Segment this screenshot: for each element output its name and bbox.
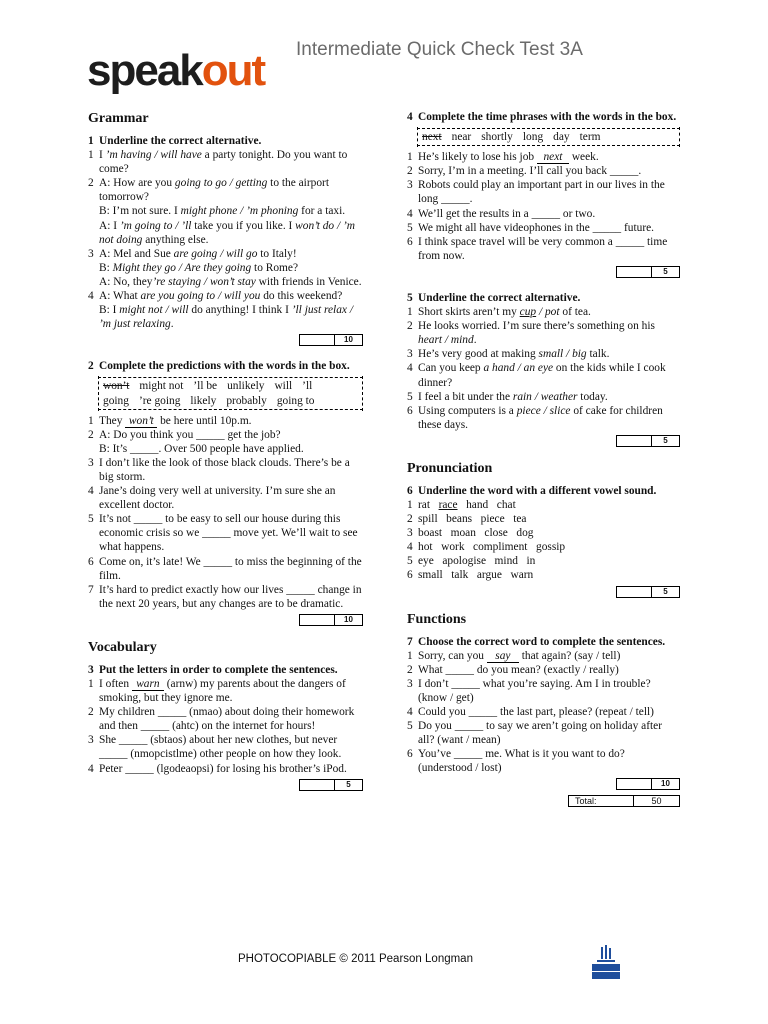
- question-item: 2 A: Do you think you _____ get the job? B: It’s _____. Over 500 people have applied.: [88, 428, 304, 455]
- exercise-3-score: 5: [88, 779, 363, 790]
- question-item: 3 boast moan close dog: [407, 527, 534, 540]
- box-word: going to: [276, 394, 315, 407]
- exercise-7-score: 10: [407, 778, 680, 789]
- question-item: 2 A: How are you going to go / getting to the airport tomorrow? B: I’m not sure. I might phone / ’m phoning for a taxi. A: I ’m going to / ’ll take you if you like. I won’t do / ’m not doing anything else.: [88, 177, 355, 246]
- exercise-7-items: [407, 649, 680, 776]
- exercise-6-score: 5: [407, 586, 680, 597]
- pearson-longman-logo: [591, 945, 621, 980]
- question-item: 6 small talk argue warn: [407, 569, 534, 582]
- question-item: 2 Sorry, I’m in a meeting. I’ll call you back _____.: [407, 165, 642, 178]
- exercise-4-items: [407, 150, 680, 263]
- word-box-line-2: [98, 394, 363, 408]
- question-item: 2 What _____ do you mean? (exactly / really): [407, 663, 619, 676]
- word-box-line-1: [417, 130, 680, 144]
- question-item: 4 We’ll get the results in a _____ or two.: [407, 207, 596, 220]
- box-word: ’re going: [138, 394, 181, 407]
- page-title: Intermediate Quick Check Test 3A: [296, 39, 583, 60]
- box-word: likely: [190, 394, 217, 407]
- box-word: near: [451, 131, 472, 144]
- question-item: 4 Could you _____ the last part, please? (repeat / tell): [407, 706, 654, 718]
- question-item: 5 It’s not _____ to be easy to sell our house during this economic crisis so we _____ move yet. We’ll wait to see what happens.: [88, 513, 358, 554]
- question-item: 6 You’ve _____ me. What is it you want to do? (understood / lost): [407, 748, 625, 775]
- question-item: 3 I don’t like the look of those black clouds. There’s be a big storm.: [88, 456, 350, 483]
- exercise-1-items: [88, 148, 363, 331]
- exercise-6-instructions: 6 Underline the word with a different vowel sound.: [407, 484, 657, 497]
- total-score: Total: 50: [407, 795, 680, 807]
- left-column: [88, 110, 363, 804]
- exercise-2-word-box: [98, 377, 363, 409]
- box-word: ’ll: [302, 380, 313, 393]
- question-item: 7 It’s hard to predict exactly how our lives _____ change in the next 20 years, but any changes are to be dramatic.: [88, 583, 362, 610]
- question-item: 1 I often warn (arnw) my parents about the dangers of smoking, but they ignore me.: [88, 678, 346, 705]
- question-item: 6 Using computers is a piece / slice of cake for children these days.: [407, 404, 663, 431]
- question-item: 1 I ’m having / will have a party tonight. Do you want to come?: [88, 149, 348, 176]
- question-item: 3 A: Mel and Sue are going / will go to Italy! B: Might they go / Are they going to Rome? A: No, they’re staying / won’t stay with friends in Venice.: [88, 247, 362, 288]
- exercise-5-instructions: 5 Underline the correct alternative.: [407, 291, 581, 304]
- exercise-1-instructions: 1 Underline the correct alternative.: [88, 135, 262, 147]
- box-word: ’ll be: [193, 380, 218, 393]
- question-item: 2 spill beans piece tea: [407, 513, 527, 526]
- exercise-2-score: 10: [88, 614, 363, 625]
- question-item: 1 He’s likely to lose his job next week.: [407, 151, 599, 164]
- question-item: 3 She _____ (sbtaos) about her new clothes, but never _____ (nmopcistlme) other people on how they look.: [88, 734, 342, 761]
- question-item: 4 Jane’s doing very well at university. I’m sure she an excellent doctor.: [88, 485, 336, 512]
- exercise-7-instructions: 7 Choose the correct word to complete the sentences.: [407, 635, 666, 648]
- exercise-1-score: 10: [88, 334, 363, 345]
- box-word: long: [522, 131, 544, 144]
- box-word: shortly: [481, 131, 513, 144]
- box-word: next: [422, 131, 442, 144]
- question-item: 2 My children _____ (nmao) about doing their homework and then _____ (ahtc) on the internet for hours!: [88, 706, 355, 733]
- vocabulary-heading: Vocabulary: [88, 639, 157, 655]
- exercise-2-items: [88, 414, 363, 611]
- question-item: 4 A: What are you going to / will you do this weekend? B: I might not / will do anything! I think I ’ll just relax / ’m just relaxing.: [88, 290, 353, 331]
- exercise-4-score: 5: [407, 266, 680, 277]
- box-word: day: [553, 131, 570, 144]
- exercise-4-word-box: [417, 128, 680, 146]
- question-item: 3 He’s very good at making small / big talk.: [407, 348, 610, 361]
- box-word: might not: [139, 380, 184, 393]
- question-item: 6 Come on, it’s late! We _____ to miss the beginning of the film.: [88, 555, 362, 582]
- speakout-logo: speakout: [87, 46, 265, 95]
- question-item: 2 He looks worried. I’m sure there’s something on his heart / mind.: [407, 320, 655, 347]
- question-item: 1 Short skirts aren’t my cup / pot of tea.: [407, 306, 591, 319]
- right-column: [407, 110, 680, 807]
- question-item: 4 Peter _____ (lgodeaopsi) for losing his brother’s iPod.: [88, 762, 347, 775]
- functions-heading: Functions: [407, 611, 467, 627]
- box-word: will: [274, 380, 293, 393]
- question-item: 1 They won’t be here until 10p.m.: [88, 414, 252, 427]
- word-box-line-1: [98, 379, 363, 393]
- box-word: won’t: [103, 380, 130, 393]
- pronunciation-heading: Pronunciation: [407, 460, 493, 476]
- question-item: 5 eye apologise mind in: [407, 555, 536, 568]
- question-item: 1 Sorry, can you say that again? (say / tell): [407, 649, 621, 662]
- exercise-6-items: [407, 498, 680, 583]
- question-item: 3 I don’t _____ what you’re saying. Am I in trouble? (know / get): [407, 677, 651, 704]
- question-item: 5 I feel a bit under the rain / weather today.: [407, 390, 608, 403]
- exercise-5-score: 5: [407, 435, 680, 446]
- question-item: 1 rat race hand chat: [407, 498, 516, 511]
- box-word: term: [579, 131, 601, 144]
- box-word: going: [103, 394, 129, 407]
- footer-copyright: PHOTOCOPIABLE © 2011 Pearson Longman: [238, 953, 473, 965]
- exercise-3-items: [88, 677, 363, 776]
- box-word: probably: [226, 394, 267, 407]
- question-item: 4 hot work compliment gossip: [407, 541, 566, 554]
- question-item: 3 Robots could play an important part in our lives in the long _____.: [407, 179, 665, 206]
- question-item: 6 I think space travel will be very common a _____ time from now.: [407, 235, 668, 262]
- exercise-2-instructions: 2 Complete the predictions with the words in the box.: [88, 360, 350, 373]
- exercise-5-items: [407, 305, 680, 432]
- box-word: unlikely: [227, 380, 265, 393]
- exercise-4-instructions: 4 Complete the time phrases with the words in the box.: [407, 111, 677, 123]
- question-item: 5 Do you _____ to say we aren’t going on holiday after all? (want / mean): [407, 720, 663, 747]
- question-item: 5 We might all have videophones in the _____ future.: [407, 221, 655, 234]
- exercise-3-instructions: 3 Put the letters in order to complete the sentences.: [88, 663, 338, 676]
- question-item: 4 Can you keep a hand / an eye on the kids while I cook dinner?: [407, 362, 666, 389]
- grammar-heading: Grammar: [88, 111, 149, 126]
